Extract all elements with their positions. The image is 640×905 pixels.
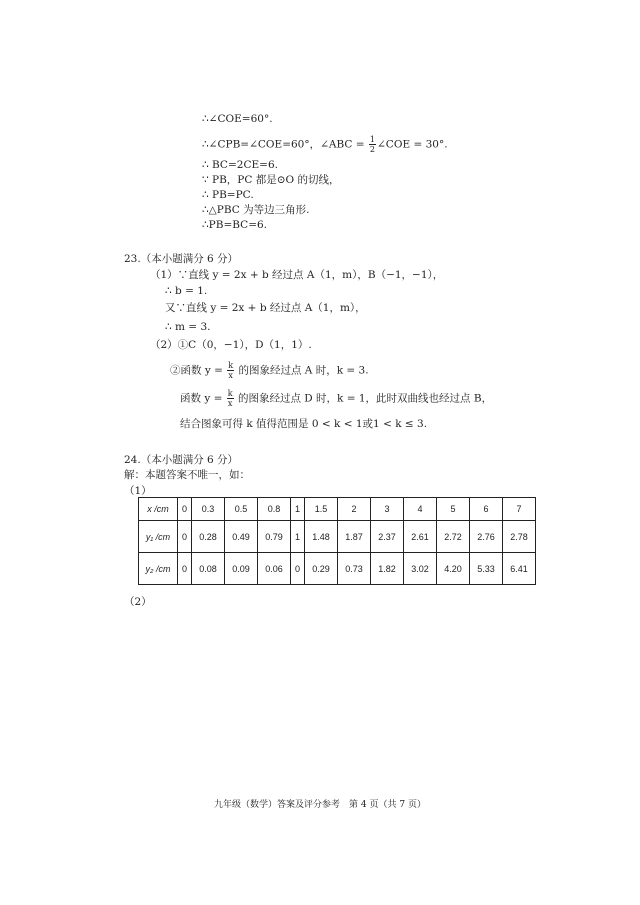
proof-line-5: ∴ PB=PC. — [202, 189, 254, 201]
table-row — [139, 498, 536, 521]
q23-line-8: 结合图象可得 k 值得范围是 0 < k < 1或1 < k ≤ 3. — [180, 418, 428, 430]
table-cell: 0.09 — [225, 553, 258, 585]
q23-line-6-end: 的图象经过点 A 时，k = 3. — [235, 364, 369, 377]
q23-line-4: ∴ m = 3. — [165, 321, 211, 333]
data-table — [138, 497, 536, 585]
row-header: y₂ /cm — [139, 553, 178, 585]
table-cell: 1.48 — [305, 521, 338, 553]
proof-line-2-tail: ∠COE = 30°. — [377, 138, 448, 151]
table-cell: 0.29 — [305, 553, 338, 585]
row-header: x /cm — [139, 498, 178, 521]
table-row — [139, 553, 536, 585]
q24-heading: 24.（本小题满分 6 分） — [124, 454, 239, 466]
proof-line-3: ∴ BC=2CE=6. — [202, 159, 278, 171]
table-row — [139, 521, 536, 553]
row-header: y₁ /cm — [139, 521, 178, 553]
table-cell: 1.87 — [338, 521, 371, 553]
fraction-k-over-x — [227, 389, 234, 408]
q23-heading: 23.（本小题满分 6 分） — [124, 253, 239, 265]
table-cell: 4 — [404, 498, 437, 521]
fraction-numerator: 1 — [369, 135, 375, 144]
q23-line-6-start: ②函数 y = — [170, 364, 227, 377]
table-cell: 2.61 — [404, 521, 437, 553]
fraction-one-half — [369, 135, 376, 154]
table-cell: 2 — [338, 498, 371, 521]
table-cell: 0.28 — [192, 521, 225, 553]
q24-part-1: （1） — [124, 485, 152, 497]
proof-line-6: ∴△PBC 为等边三角形. — [202, 204, 310, 216]
q23-line-7-start: 函数 y = — [180, 392, 226, 405]
fraction-numerator: k — [228, 361, 234, 370]
table-cell: 0.3 — [192, 498, 225, 521]
proof-line-1: ∴∠COE=60°. — [202, 113, 273, 125]
fraction-denominator: x — [228, 371, 233, 380]
table-cell: 0 — [178, 498, 192, 521]
q23-line-1: （1）∵直线 y = 2x + b 经过点 A（1，m），B（−1，−1）， — [150, 269, 444, 281]
table-cell: 4.20 — [437, 553, 470, 585]
table-cell: 3.02 — [404, 553, 437, 585]
q23-line-6 — [170, 361, 369, 380]
q24-intro: 解：本题答案不唯一，如： — [124, 469, 250, 481]
q24-part-2: （2） — [124, 596, 152, 608]
proof-line-2-text: ∴∠CPB=∠COE=60°，∠ABC = — [202, 138, 368, 151]
table-cell: 6 — [470, 498, 503, 521]
table-cell: 2.37 — [371, 521, 404, 553]
fraction-k-over-x — [227, 361, 234, 380]
table-cell: 6.41 — [503, 553, 536, 585]
table-cell: 1 — [291, 498, 305, 521]
fraction-denominator: 2 — [369, 145, 375, 154]
fraction-numerator: k — [227, 389, 233, 398]
table-cell: 1 — [291, 521, 305, 553]
q23-line-7-end: 的图象经过点 D 时，k = 1，此时双曲线也经过点 B， — [234, 392, 493, 405]
table-cell: 0 — [178, 521, 192, 553]
table-cell: 1.5 — [305, 498, 338, 521]
table-cell: 3 — [371, 498, 404, 521]
table-cell: 1.82 — [371, 553, 404, 585]
q23-line-7 — [180, 389, 492, 408]
table-cell: 2.72 — [437, 521, 470, 553]
q23-line-3: 又∵直线 y = 2x + b 经过点 A（1，m）， — [165, 302, 366, 314]
proof-line-7: ∴PB=BC=6. — [202, 219, 268, 231]
page-footer: 九年级（数学）答案及评分参考 第 4 页（共 7 页） — [214, 800, 426, 810]
q23-line-5: （2）①C（0，−1），D（1，1）. — [150, 339, 312, 351]
table-cell: 2.76 — [470, 521, 503, 553]
table-cell: 0.49 — [225, 521, 258, 553]
proof-line-4: ∵ PB，PC 都是⊙O 的切线， — [202, 174, 340, 186]
table-cell: 5.33 — [470, 553, 503, 585]
fraction-denominator: x — [227, 399, 233, 408]
table-cell: 7 — [503, 498, 536, 521]
table-cell: 0.73 — [338, 553, 371, 585]
table-cell: 0.8 — [258, 498, 291, 521]
table-cell: 2.78 — [503, 521, 536, 553]
proof-line-2 — [202, 135, 448, 154]
table-cell: 0.79 — [258, 521, 291, 553]
q23-line-2: ∴ b = 1. — [165, 285, 208, 297]
table-cell: 0 — [291, 553, 305, 585]
table-cell: 0.08 — [192, 553, 225, 585]
table-cell: 5 — [437, 498, 470, 521]
table-cell: 0 — [178, 553, 192, 585]
table-cell: 0.5 — [225, 498, 258, 521]
table-cell: 0.06 — [258, 553, 291, 585]
